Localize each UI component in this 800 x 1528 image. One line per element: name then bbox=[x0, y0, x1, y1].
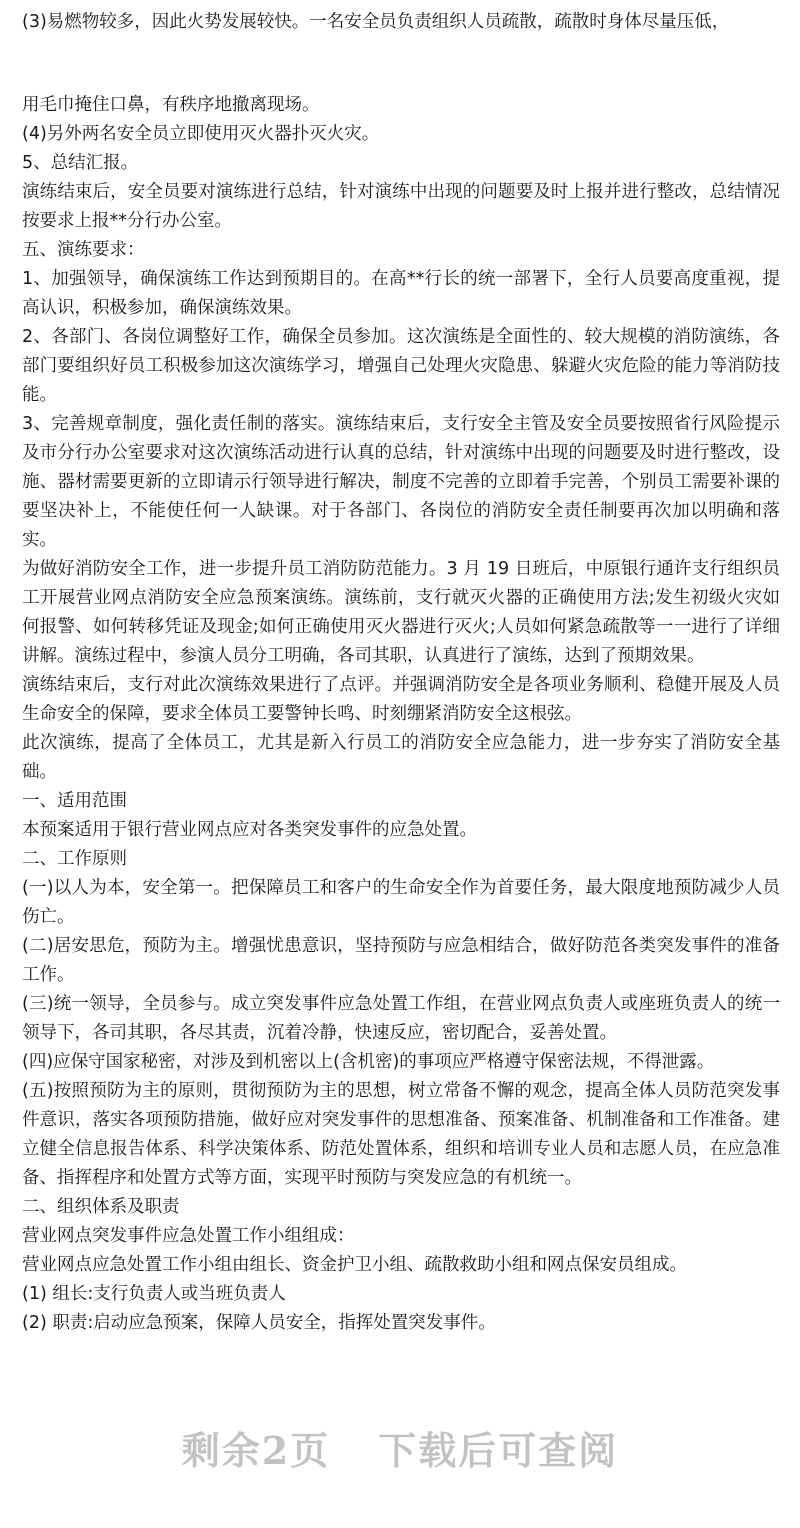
paragraph: (4)另外两名安全员立即使用灭火器扑灭火灾。 bbox=[22, 124, 380, 144]
paragraph: (三)统一领导，全员参与。成立突发事件应急处置工作组，在营业网点负责人或座班负责人的统一领导下，各司其职，各尽其责，沉着冷静，快速反应，密切配合，妥善处置。 bbox=[22, 994, 780, 1043]
paragraph: 此次演练，提高了全体员工，尤其是新入行员工的消防安全应急能力，进一步夯实了消防安全基础。 bbox=[22, 733, 780, 782]
paragraph: 2、各部门、各岗位调整好工作，确保全员参加。这次演练是全面性的、较大规模的消防演练，各部门要组织好员工积极参加这次演练学习，增强自己处理火灾隐患、躲避火灾危险的能力等消防技能。 bbox=[22, 327, 780, 405]
paragraph: 本预案适用于银行营业网点应对各类突发事件的应急处置。 bbox=[22, 820, 477, 840]
paragraph: (一)以人为本，安全第一。把保障员工和客户的生命安全作为首要任务，最大限度地预防减少人员伤亡。 bbox=[22, 878, 780, 927]
paragraph: 演练结束后，支行对此次演练效果进行了点评。并强调消防安全是各项业务顺利、稳健开展及人员生命安全的保障，要求全体员工要警钟长鸣、时刻绷紧消防安全这根弦。 bbox=[22, 675, 780, 724]
paragraph: 营业网点突发事件应急处置工作小组组成： bbox=[22, 1226, 355, 1246]
paragraph: 1、加强领导，确保演练工作达到预期目的。在高**行长的统一部署下，全行人员要高度重视，提高认识，积极参加，确保演练效果。 bbox=[22, 269, 780, 318]
paragraph: (四)应保守国家秘密，对涉及到机密以上(含机密)的事项应严格遵守保密法规，不得泄露。 bbox=[22, 1052, 715, 1072]
paragraph: 3、完善规章制度，强化责任制的落实。演练结束后，支行安全主管及安全员要按照省行风险提示及市分行办公室要求对这次演练活动进行认真的总结，针对演练中出现的问题要及时进行整改，设施、器材需要更新的立即请示行领导进行解决，制度不完善的立即着手完善，个别员工需要补课的要坚决补上，不能使任何一人缺课。对于各部门、各岗位的消防安全责任制要再次加以明确和落实。 bbox=[22, 414, 780, 550]
paragraph: 演练结束后，安全员要对演练进行总结，针对演练中出现的问题要及时上报并进行整改，总结情况按要求上报**分行办公室。 bbox=[22, 182, 780, 231]
paragraph: 为做好消防安全工作，进一步提升员工消防防范能力。3 月 19 日班后，中原银行通许支行组织员工开展营业网点消防安全应急预案演练。演练前，支行就灭火器的正确使用方法;发生初级火灾如何报警、如何转移凭证及现金;如何正确使用灭火器进行灭火;人员如何紧急疏散等一一进行了详细讲解。演练过程中，参演人员分工明确，各司其职，认真进行了演练，达到了预期效果。 bbox=[22, 559, 780, 666]
section-heading: 一、适用范围 bbox=[22, 791, 127, 811]
partial-paragraph-top: (3)易燃物较多，因此火势发展较快。一名安全员负责组织人员疏散，疏散时身体尽量压低， bbox=[22, 12, 730, 32]
paragraph: (二)居安思危，预防为主。增强忧患意识，坚持预防与应急相结合，做好防范各类突发事件的准备工作。 bbox=[22, 936, 780, 985]
document-body bbox=[22, 91, 780, 1338]
paragraph: 用毛巾掩住口鼻，有秩序地撤离现场。 bbox=[22, 95, 320, 115]
section-heading: 二、组织体系及职责 bbox=[22, 1197, 180, 1217]
section-heading: 二、工作原则 bbox=[22, 849, 127, 869]
paragraph: 营业网点应急处置工作小组由组长、资金护卫小组、疏散救助小组和网点保安员组成。 bbox=[22, 1255, 687, 1275]
download-to-view-label[interactable]: 下载后可查阅 bbox=[378, 1428, 619, 1473]
paragraph: (2) 职责:启动应急预案，保障人员安全，指挥处置突发事件。 bbox=[22, 1313, 496, 1333]
download-prompt[interactable] bbox=[0, 1420, 800, 1480]
paragraph: (五)按照预防为主的原则，贯彻预防为主的思想，树立常备不懈的观念，提高全体人员防范突发事件意识，落实各项预防措施，做好应对突发事件的思想准备、预案准备、机制准备和工作准备。建立健全信息报告体系、科学决策体系、防范处置体系，组织和培训专业人员和志愿人员，在应急准备、指挥程序和处置方式等方面，实现平时预防与突发应急的有机统一。 bbox=[22, 1081, 780, 1188]
paragraph: (1) 组长:支行负责人或当班负责人 bbox=[22, 1284, 286, 1304]
section-heading: 五、演练要求： bbox=[22, 240, 145, 260]
paragraph: 5、总结汇报。 bbox=[22, 153, 139, 173]
remaining-pages-label[interactable]: 剩余2页 bbox=[181, 1428, 331, 1473]
